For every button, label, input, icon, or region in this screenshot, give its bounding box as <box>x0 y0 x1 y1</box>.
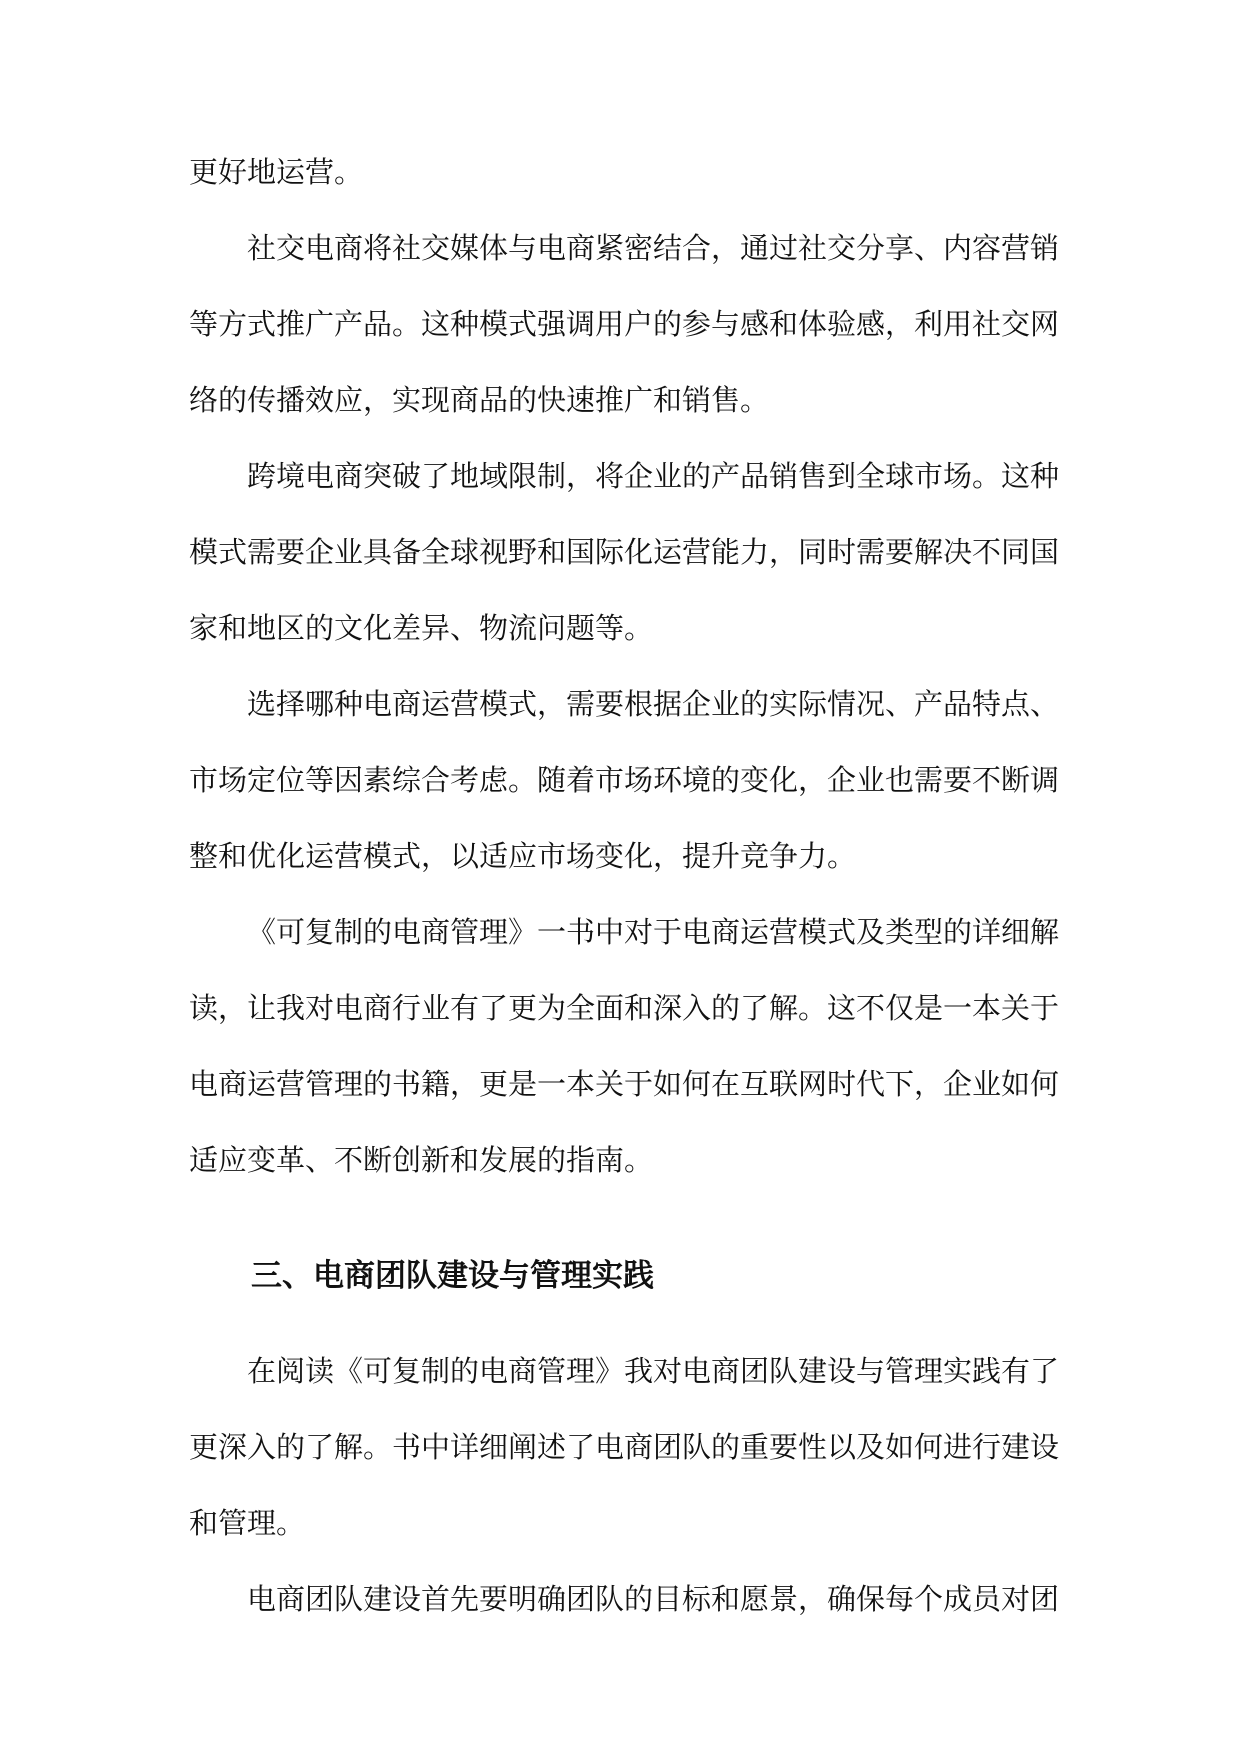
paragraph-book-summary: 《可复制的电商管理》一书中对于电商运营模式及类型的详细解读，让我对电商行业有了更为全面和深入的了解。这不仅是一本关于电商运营管理的书籍，更是一本关于如何在互联网时代下，企业如何适应变革、不断创新和发展的指南。 <box>189 915 1060 1177</box>
paragraph-social-ecommerce: 社交电商将社交媒体与电商紧密结合，通过社交分享、内容营销等方式推广产品。这种模式强调用户的参与感和体验感，利用社交网络的传播效应，实现商品的快速推广和销售。 <box>189 231 1060 417</box>
section-heading: 三、电商团队建设与管理实践 <box>251 1258 654 1294</box>
paragraph-cross-border-ecommerce: 跨境电商突破了地域限制，将企业的产品销售到全球市场。这种模式需要企业具备全球视野和国际化运营能力，同时需要解决不同国家和地区的文化差异、物流问题等。 <box>189 459 1060 645</box>
paragraph-team-intro: 在阅读《可复制的电商管理》我对电商团队建设与管理实践有了更深入的了解。书中详细阐述了电商团队的重要性以及如何进行建设和管理。 <box>189 1354 1060 1540</box>
paragraph-continuation: 更好地运营。 <box>189 155 364 189</box>
document-body <box>189 134 1059 1637</box>
paragraph-choosing-model: 选择哪种电商运营模式，需要根据企业的实际情况、产品特点、市场定位等因素综合考虑。随着市场环境的变化，企业也需要不断调整和优化运营模式，以适应市场变化，提升竞争力。 <box>189 687 1060 873</box>
paragraph-team-goals: 电商团队建设首先要明确团队的目标和愿景，确保每个成员对团 <box>247 1582 1060 1616</box>
heading-spacer <box>189 1295 1059 1333</box>
